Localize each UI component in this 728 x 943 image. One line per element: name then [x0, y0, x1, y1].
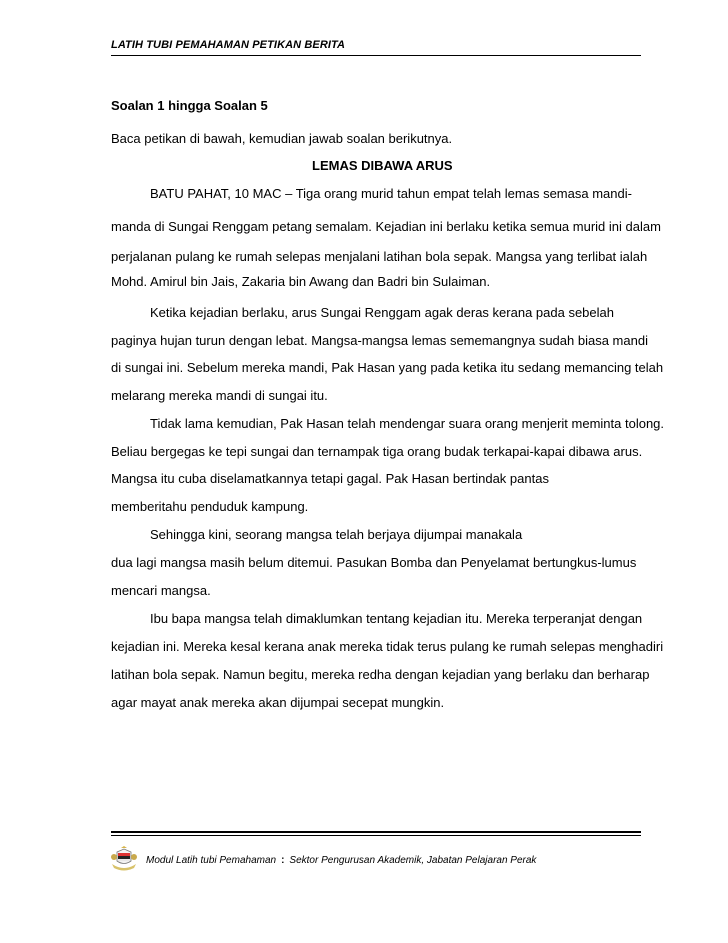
- article-line: perjalanan pulang ke rumah selepas menjalani latihan bola sepak. Mangsa yang terlibat ialah: [111, 249, 648, 264]
- footer-right-text: Sektor Pengurusan Akademik, Jabatan Pelajaran Perak: [289, 855, 537, 866]
- article-line: di sungai ini. Sebelum mereka mandi, Pak Hasan yang pada ketika itu sedang memancing telah: [111, 360, 664, 375]
- article-title: LEMAS DIBAWA ARUS: [312, 158, 453, 173]
- article-line: Ketika kejadian berlaku, arus Sungai Renggam agak deras kerana pada sebelah: [150, 305, 614, 320]
- footer-left-text: Modul Latih tubi Pemahaman: [146, 855, 277, 866]
- section-heading: Soalan 1 hingga Soalan 5: [111, 98, 268, 113]
- article-line: melarang mereka mandi di sungai itu.: [111, 388, 328, 403]
- article-line: Beliau bergegas ke tepi sungai dan ternampak tiga orang budak terkapai-kapai dibawa arus.: [111, 444, 643, 459]
- article-line: Mohd. Amirul bin Jais, Zakaria bin Awang dan Badri bin Sulaiman.: [111, 274, 491, 289]
- instruction-text: Baca petikan di bawah, kemudian jawab soalan berikutnya.: [111, 131, 453, 146]
- article-line: Sehingga kini, seorang mangsa telah berjaya dijumpai manakala: [150, 527, 523, 542]
- footer-separator: :: [281, 855, 285, 866]
- article-line: manda di Sungai Renggam petang semalam. Kejadian ini berlaku ketika semua murid ini dalam: [111, 219, 661, 234]
- article-line: kejadian ini. Mereka kesal kerana anak mereka tidak terus pulang ke rumah selepas menghadiri: [111, 639, 664, 654]
- article-line: paginya hujan turun dengan lebat. Mangsa-mangsa lemas sememangnya sudah biasa mandi: [111, 333, 648, 348]
- article-line: dua lagi mangsa masih belum ditemui. Pasukan Bomba dan Penyelamat bertungkus-lumus: [111, 555, 637, 570]
- article-line: Mangsa itu cuba diselamatkannya tetapi gagal. Pak Hasan bertindak pantas: [111, 471, 549, 486]
- article-line: mencari mangsa.: [111, 583, 211, 598]
- article-line: Ibu bapa mangsa telah dimaklumkan tentang kejadian itu. Mereka terperanjat dengan: [150, 611, 643, 626]
- article-line: Tidak lama kemudian, Pak Hasan telah mendengar suara orang menjerit meminta tolong.: [150, 416, 665, 431]
- footer-divider-thin: [111, 835, 641, 836]
- article-line: latihan bola sepak. Namun begitu, mereka redha dengan kejadian yang berlaku dan berharap: [111, 667, 650, 682]
- article-line: memberitahu penduduk kampung.: [111, 499, 309, 514]
- article-line: agar mayat anak mereka akan dijumpai secepat mungkin.: [111, 695, 445, 710]
- page-header-title: LATIH TUBI PEMAHAMAN PETIKAN BERITA: [111, 39, 346, 51]
- header-divider: [111, 55, 641, 56]
- footer-divider: [111, 831, 641, 833]
- article-line: BATU PAHAT, 10 MAC – Tiga orang murid tahun empat telah lemas semasa mandi-: [150, 186, 632, 201]
- state-crest-icon: [108, 846, 140, 872]
- footer-text: [146, 855, 536, 866]
